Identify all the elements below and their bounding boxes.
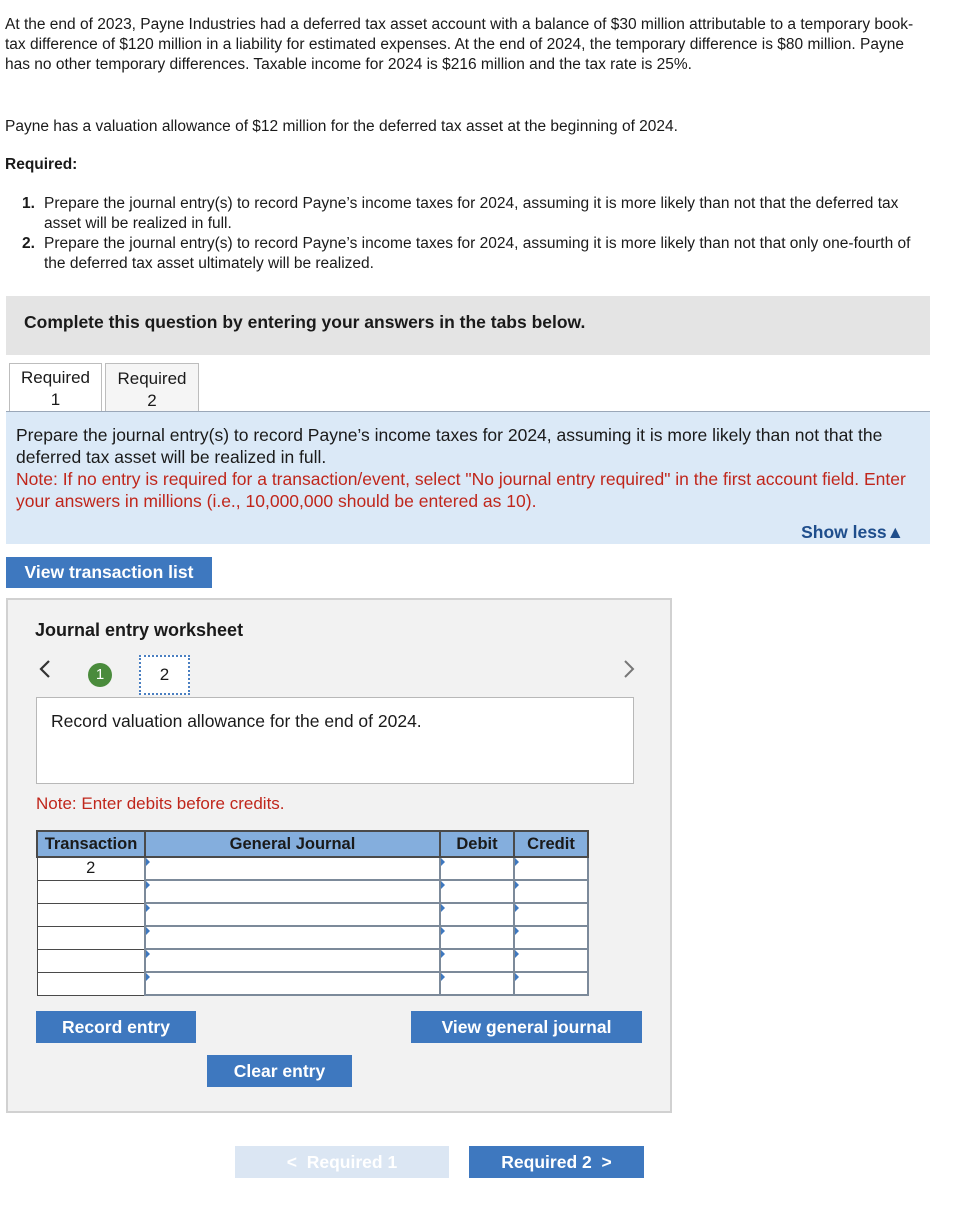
step-2-current[interactable]: 2	[139, 655, 190, 695]
transaction-cell	[37, 972, 145, 995]
column-header-credit: Credit	[514, 831, 588, 857]
tab-label: Required	[21, 368, 90, 387]
credit-input[interactable]	[514, 949, 588, 972]
next-required-button[interactable]	[469, 1146, 644, 1178]
tab-label: Required	[117, 369, 187, 388]
credit-input[interactable]	[514, 857, 588, 880]
debits-note: Note: Enter debits before credits.	[36, 794, 285, 813]
banner-text: Complete this question by entering your answers in the tabs below.	[24, 312, 586, 332]
problem-valuation: Payne has a valuation allowance of $12 million for the deferred tax asset at the beginning of 2024.	[5, 118, 678, 135]
clear-entry-button[interactable]: Clear entry	[207, 1055, 352, 1087]
account-input[interactable]	[145, 926, 440, 949]
previous-required-button[interactable]	[235, 1146, 449, 1178]
column-header-debit: Debit	[440, 831, 514, 857]
tab-required-2[interactable]	[105, 363, 199, 411]
transaction-cell	[37, 949, 145, 972]
chevron-right-icon: >	[591, 1152, 612, 1172]
table-row	[37, 880, 588, 903]
previous-required-label: Required 1	[306, 1152, 398, 1172]
tab-required-1[interactable]	[9, 363, 102, 411]
transaction-cell	[37, 926, 145, 949]
transaction-cell	[37, 903, 145, 926]
debit-input[interactable]	[440, 903, 514, 926]
required-item-2	[22, 234, 932, 274]
transaction-cell	[37, 880, 145, 903]
debit-input[interactable]	[440, 857, 514, 880]
instruction-panel	[6, 412, 930, 544]
entry-description-box	[36, 697, 634, 784]
credit-input[interactable]	[514, 972, 588, 995]
show-less-link[interactable]: Show less▲	[801, 522, 904, 542]
debit-input[interactable]	[440, 926, 514, 949]
credit-input[interactable]	[514, 926, 588, 949]
problem-intro: At the end of 2023, Payne Industries had a deferred tax asset account with a balance of $30 million attributable to a temporary book-tax difference of $120 million in a liability for estimated expenses. At the end of 2024, the temporary difference is $80 million. Payne has no other temporary differences. Taxable income for 2024 is $216 million and the tax rate is 25%.	[5, 16, 914, 73]
transaction-cell: 2	[37, 857, 145, 880]
tab-number: 1	[50, 390, 61, 409]
view-general-journal-button[interactable]: View general journal	[411, 1011, 642, 1043]
step-1-complete[interactable]: 1	[88, 663, 112, 687]
account-input[interactable]	[145, 857, 440, 880]
chevron-right-icon[interactable]	[622, 658, 636, 686]
account-input[interactable]	[145, 903, 440, 926]
account-input[interactable]	[145, 949, 440, 972]
journal-table	[36, 830, 589, 996]
worksheet-title: Journal entry worksheet	[35, 620, 244, 640]
instruction-note: Note: If no entry is required for a transaction/event, select "No journal entry required" in the first account field. Enter your answers in millions (i.e., 10,000,000 should be entered as 10).	[16, 469, 906, 511]
required-item-text: Prepare the journal entry(s) to record Payne’s income taxes for 2024, assuming it is more likely than not that only one-fourth of the deferred tax asset ultimately will be realized.	[44, 235, 911, 272]
debit-input[interactable]	[440, 972, 514, 995]
tab-number: 2	[147, 391, 157, 410]
required-item-number: 2.	[22, 235, 35, 252]
table-row	[37, 972, 588, 995]
chevron-left-icon[interactable]	[38, 658, 52, 686]
debit-input[interactable]	[440, 949, 514, 972]
table-row	[37, 949, 588, 972]
instructions-banner	[6, 296, 930, 355]
required-item-number: 1.	[22, 195, 35, 212]
credit-input[interactable]	[514, 903, 588, 926]
column-header-general-journal: General Journal	[145, 831, 440, 857]
debit-input[interactable]	[440, 880, 514, 903]
table-row	[37, 857, 588, 880]
required-item-text: Prepare the journal entry(s) to record Payne’s income taxes for 2024, assuming it is more likely than not that the deferred tax asset will be realized in full.	[44, 195, 899, 232]
required-heading: Required:	[5, 156, 78, 173]
record-entry-button[interactable]: Record entry	[36, 1011, 196, 1043]
credit-input[interactable]	[514, 880, 588, 903]
column-header-transaction: Transaction	[37, 831, 145, 857]
entry-description: Record valuation allowance for the end of 2024.	[51, 711, 422, 731]
chevron-left-icon: <	[286, 1152, 307, 1172]
view-transaction-list-button[interactable]: View transaction list	[6, 557, 212, 588]
table-row	[37, 903, 588, 926]
instruction-text: Prepare the journal entry(s) to record Payne’s income taxes for 2024, assuming it is more likely than not that the deferred tax asset will be realized in full.	[16, 425, 883, 467]
account-input[interactable]	[145, 880, 440, 903]
account-input[interactable]	[145, 972, 440, 995]
next-required-label: Required 2	[501, 1152, 592, 1172]
required-item-1	[22, 194, 932, 234]
table-row	[37, 926, 588, 949]
